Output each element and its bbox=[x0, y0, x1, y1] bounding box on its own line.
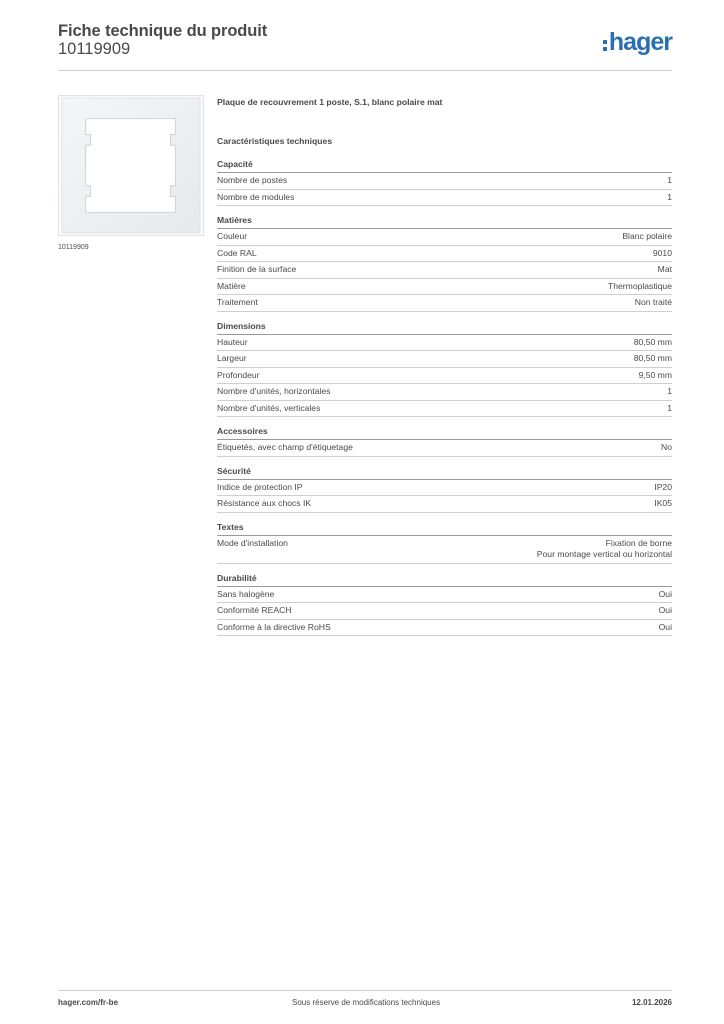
spec-row bbox=[217, 536, 672, 564]
spec-value: 1 bbox=[667, 386, 672, 396]
spec-label: Profondeur bbox=[217, 369, 260, 380]
header-divider bbox=[58, 70, 672, 71]
spec-row bbox=[217, 368, 672, 385]
spec-row bbox=[217, 190, 672, 207]
section-title: Capacité bbox=[217, 159, 672, 173]
section-title: Textes bbox=[217, 522, 672, 536]
footer-date: 12.01.2026 bbox=[631, 998, 672, 1007]
spec-section bbox=[217, 573, 672, 637]
spec-value: Oui bbox=[658, 605, 672, 615]
spec-value: 9,50 mm bbox=[638, 369, 672, 380]
spec-row bbox=[217, 279, 672, 296]
section-title: Matières bbox=[217, 215, 672, 229]
spec-row bbox=[217, 229, 672, 246]
spec-value: 80,50 mm bbox=[633, 336, 672, 347]
spec-row bbox=[217, 246, 672, 263]
spec-section bbox=[217, 426, 672, 457]
spec-row bbox=[217, 603, 672, 620]
spec-value: Oui bbox=[658, 588, 672, 599]
spec-label: Nombre d'unités, verticales bbox=[217, 402, 321, 413]
spec-value: Oui bbox=[658, 621, 672, 632]
spec-row bbox=[217, 401, 672, 418]
spec-row bbox=[217, 620, 672, 637]
spec-label: Hauteur bbox=[217, 336, 248, 347]
spec-row bbox=[217, 295, 672, 312]
spec-value: Blanc polaire bbox=[622, 231, 672, 241]
spec-value: 80,50 mm bbox=[633, 353, 672, 363]
spec-value: Mat bbox=[657, 264, 672, 274]
spec-row bbox=[217, 587, 672, 604]
product-reference: 10119909 bbox=[58, 40, 131, 58]
spec-value: Thermoplastique bbox=[607, 280, 672, 291]
spec-label: Nombre d'unités, horizontales bbox=[217, 386, 331, 396]
hager-logo[interactable] bbox=[603, 28, 672, 57]
spec-label: Résistance aux chocs IK bbox=[217, 498, 312, 508]
spec-section bbox=[217, 159, 672, 206]
spec-section bbox=[217, 321, 672, 418]
spec-label: Sans halogène bbox=[217, 588, 275, 599]
spec-value: IP20 bbox=[654, 481, 672, 492]
spec-label: Couleur bbox=[217, 231, 248, 241]
spec-label: Matière bbox=[217, 280, 246, 291]
product-image bbox=[58, 95, 204, 236]
spec-label: Mode d'installation bbox=[217, 537, 288, 548]
spec-label: Largeur bbox=[217, 353, 247, 363]
document-title: Fiche technique du produit bbox=[58, 22, 268, 40]
footer-divider bbox=[58, 990, 672, 991]
section-title: Dimensions bbox=[217, 321, 672, 335]
spec-label: Traitement bbox=[217, 297, 258, 307]
product-description: Plaque de recouvrement 1 poste, S.1, blanc polaire mat bbox=[217, 97, 443, 107]
spec-row bbox=[217, 496, 672, 513]
tech-characteristics-heading: Caractéristiques techniques bbox=[217, 136, 333, 146]
spec-value: Non traité bbox=[634, 297, 672, 307]
footer-notice: Sous réserve de modifications techniques bbox=[292, 998, 441, 1007]
section-title: Accessoires bbox=[217, 426, 672, 440]
spec-label: Indice de protection IP bbox=[217, 481, 303, 492]
spec-value: 1 bbox=[667, 175, 672, 185]
spec-row bbox=[217, 440, 672, 457]
spec-sections bbox=[217, 159, 672, 636]
spec-section bbox=[217, 466, 672, 513]
spec-value: 9010 bbox=[652, 247, 672, 258]
spec-label: Finition de la surface bbox=[217, 264, 297, 274]
image-caption: 10119909 bbox=[58, 244, 89, 251]
spec-label: Étiquetés, avec champ d'étiquetage bbox=[217, 442, 353, 452]
spec-row bbox=[217, 480, 672, 497]
spec-value: IK05 bbox=[654, 498, 672, 508]
spec-section bbox=[217, 215, 672, 312]
spec-row bbox=[217, 173, 672, 190]
spec-row bbox=[217, 351, 672, 368]
cover-plate-illustration bbox=[59, 96, 203, 235]
spec-row bbox=[217, 262, 672, 279]
spec-content bbox=[217, 97, 672, 645]
spec-value: 1 bbox=[667, 402, 672, 413]
spec-label: Conforme à la directive RoHS bbox=[217, 621, 331, 632]
spec-row bbox=[217, 335, 672, 352]
section-title: Durabilité bbox=[217, 573, 672, 587]
spec-label: Nombre de modules bbox=[217, 191, 295, 202]
spec-value: No bbox=[661, 442, 672, 452]
footer-website-link[interactable]: hager.com/fr-be bbox=[58, 998, 119, 1007]
spec-value: 1 bbox=[667, 191, 672, 202]
spec-row bbox=[217, 384, 672, 401]
logo-mark-icon bbox=[603, 40, 607, 51]
spec-value: Fixation de borne Pour montage vertical ou horizontal bbox=[536, 537, 672, 559]
logo-text: hager bbox=[608, 28, 672, 56]
spec-label: Code RAL bbox=[217, 247, 257, 258]
section-title: Sécurité bbox=[217, 466, 672, 480]
spec-section bbox=[217, 522, 672, 564]
spec-label: Nombre de postes bbox=[217, 175, 288, 185]
spec-label: Conformité REACH bbox=[217, 605, 292, 615]
